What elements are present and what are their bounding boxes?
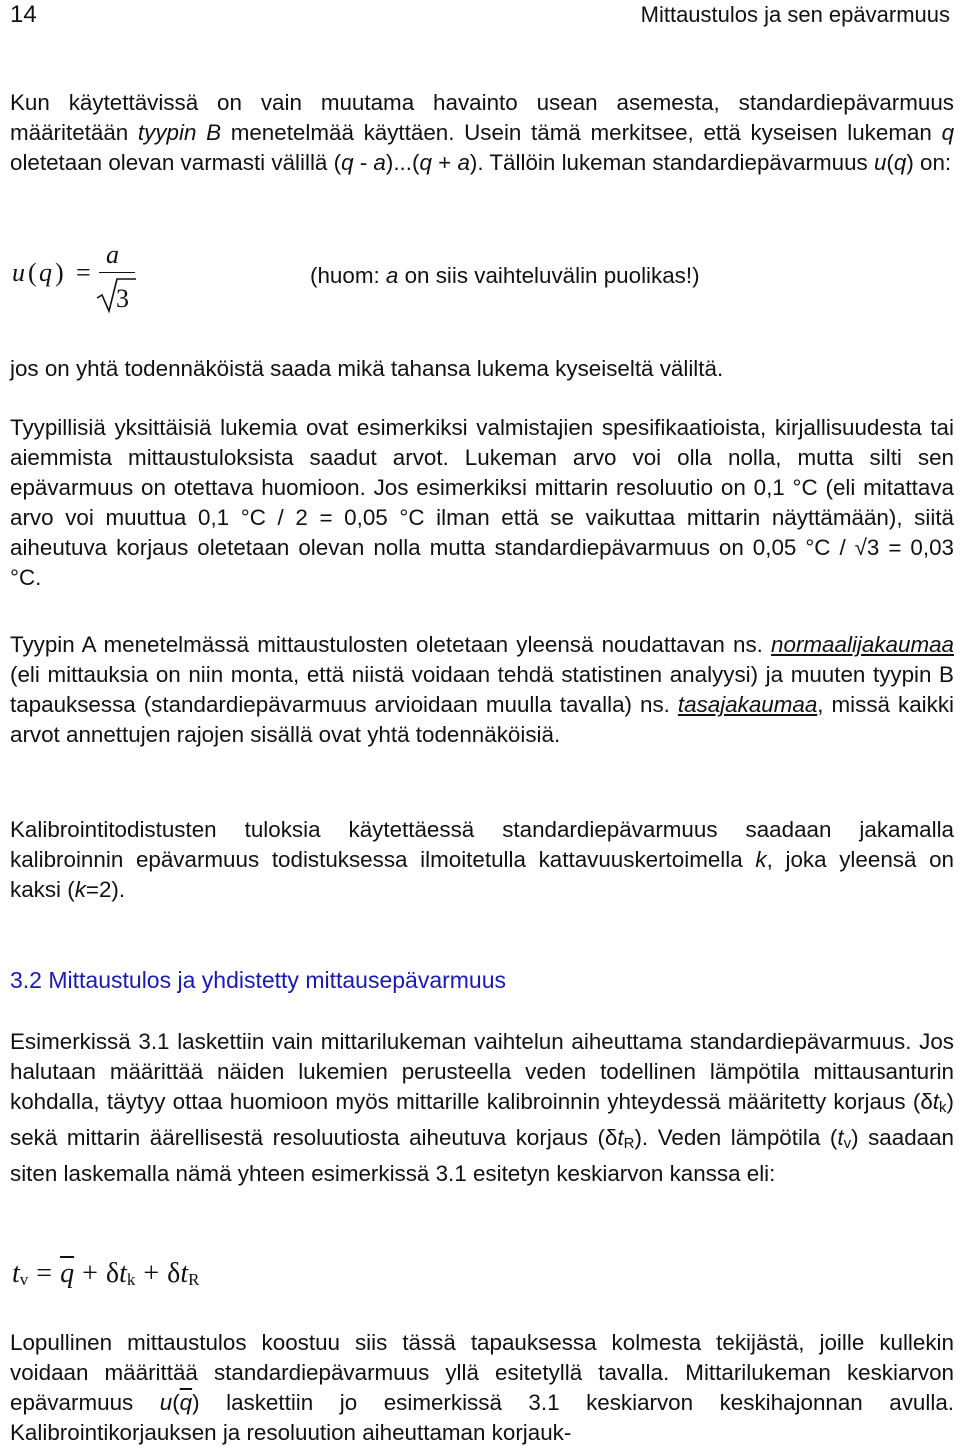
text: Lopullinen mittaustulos koostuu siis tässä tapauksessa kolmesta tekijästä, joille kullekin voidaan määrittää standardiepävarmuus yllä esitetyllä tavalla. Mittarilukeman keskiarvon epävarmuus bbox=[10, 1330, 954, 1415]
text: Kun käytettävissä on vain muutama havainto usean asemesta, standardiepävarmuus määritetään bbox=[10, 90, 954, 145]
text: (eli mittauksia on niin monta, että niistä voidaan tehdä statistinen analyysi) ja muuten tyypin B tapauksessa (standardiepävarmuus arvioidaan muulla tavalla) ns. bbox=[10, 662, 954, 717]
paragraph-final-result bbox=[10, 1328, 954, 1448]
section-heading bbox=[10, 965, 506, 995]
var-k: k bbox=[755, 847, 767, 872]
eq-u: u bbox=[12, 258, 25, 287]
var-u: u bbox=[159, 1390, 173, 1415]
eq-delta: δ bbox=[105, 1258, 120, 1289]
section-number: 3.2 bbox=[10, 967, 42, 993]
subscript: R bbox=[623, 1135, 635, 1152]
eq-sub-R: R bbox=[188, 1270, 200, 1289]
eq-paren-open: ( bbox=[28, 258, 37, 287]
var-q-mean: $\overline{q}$ bbox=[179, 1390, 193, 1415]
paragraph-calibration bbox=[10, 815, 954, 905]
text: (huom: bbox=[310, 263, 386, 288]
text: on siis vaihteluvälin puolikas!) bbox=[398, 263, 700, 288]
running-header: Mittaustulos ja sen epävarmuus bbox=[640, 2, 950, 27]
subscript: v bbox=[843, 1135, 852, 1152]
var-k: k bbox=[74, 877, 86, 902]
eq-t: t bbox=[119, 1258, 127, 1289]
var-q: q bbox=[341, 150, 354, 175]
term-normal-distribution: normaalijakaumaa bbox=[771, 632, 954, 657]
eq-plus: + bbox=[143, 1258, 160, 1289]
text: ( bbox=[172, 1390, 180, 1415]
eq-radicand: 3 bbox=[116, 284, 129, 313]
var-a: a bbox=[385, 263, 399, 288]
text: ). Veden lämpötila ( bbox=[634, 1125, 838, 1150]
eq-equals: = bbox=[76, 258, 91, 287]
var-q: q bbox=[893, 150, 907, 175]
eq-q-mean: $\overline{q}$ bbox=[60, 1258, 75, 1289]
text: oletetaan olevan varmasti välillä ( bbox=[10, 150, 342, 175]
subscript: k bbox=[939, 1099, 947, 1116]
text: =2). bbox=[85, 877, 126, 902]
eq-note bbox=[310, 263, 700, 289]
paragraph-typical-readings: Tyypillisiä yksittäisiä lukemia ovat esimerkiksi valmistajien spesifikaatioista, kirjallisuudesta tai aiemmista mittaustuloksista saadut arvot. Lukeman arvo voi olla nolla, mutta silti sen epävarmuus on otettava huomioon. Jos esimerkiksi mittarin resoluutio on 0,1 °C (eli mitattava arvo voi muuttua 0,1 °C / 2 = 0,05 °C ilman että se vaikuttaa mittarin näyttämään), siitä aiheutuva korjaus oletetaan olevan nolla mutta standardiepävarmuus on 0,05 °C / √3 = 0,03 °C. bbox=[10, 415, 954, 590]
equation-water-temperature bbox=[12, 1258, 199, 1290]
section-title: Mittaustulos ja yhdistetty mittausepävarmuus bbox=[48, 967, 507, 993]
text: )...( bbox=[385, 150, 420, 175]
text: ) bbox=[192, 1390, 200, 1415]
page-number: 14 bbox=[10, 1, 37, 28]
var-q: q bbox=[941, 120, 955, 145]
eq-numerator: a bbox=[106, 240, 119, 269]
paragraph-distributions bbox=[10, 630, 954, 750]
eq-sub-v: v bbox=[19, 1270, 29, 1289]
text: laskettiin jo esimerkissä 3.1 keskiarvon keskihajonnan avulla. Kalibrointikorjauksen ja resoluution aiheuttaman korjauk- bbox=[10, 1390, 955, 1445]
text: , missä kaikki arvot annettujen rajojen sisällä ovat yhtä todennäköisiä. bbox=[10, 692, 954, 747]
var-t: t bbox=[617, 1125, 624, 1150]
text: Kalibrointitodistusten tuloksia käytettäessä standardiepävarmuus saadaan jakamalla kalibroinnin epävarmuus todistuksessa ilmoitetulla kattavuuskertoimella bbox=[10, 817, 954, 872]
paragraph-combined bbox=[10, 1027, 954, 1189]
fraction-bar bbox=[99, 272, 135, 273]
var-a: a bbox=[457, 150, 470, 175]
term-uniform-distribution: tasajakaumaa bbox=[677, 692, 818, 717]
text-italic: tyypin B bbox=[137, 120, 222, 145]
text: ) on: bbox=[906, 150, 952, 175]
text: ) saadaan siten laskemalla nämä yhteen esimerkissä 3.1 esitetyn keskiarvon kanssa eli: bbox=[10, 1125, 955, 1186]
text: + bbox=[431, 150, 458, 175]
eq-sub-k: k bbox=[126, 1270, 136, 1289]
var-q: q bbox=[419, 150, 432, 175]
var-t: t bbox=[837, 1125, 844, 1150]
text: - bbox=[353, 150, 374, 175]
var-u: u bbox=[873, 150, 887, 175]
paragraph-type-b bbox=[10, 88, 954, 178]
text: ). Tällöin lukeman standardiepävarmuus bbox=[469, 150, 874, 175]
paragraph-probability: jos on yhtä todennäköistä saada mikä tahansa lukema kyseiseltä väliltä. bbox=[10, 356, 724, 381]
text: , joka yleensä on kaksi ( bbox=[10, 847, 954, 902]
text: Tyypin A menetelmässä mittaustulosten oletetaan yleensä noudattavan ns. bbox=[10, 632, 772, 657]
eq-plus: + bbox=[82, 1258, 98, 1289]
eq-t: t bbox=[180, 1258, 189, 1289]
var-t: t bbox=[932, 1089, 940, 1114]
text: ) sekä mittarin äärellisestä resoluutiosta aiheutuva korjaus (δ bbox=[10, 1089, 954, 1150]
eq-paren-close: ) bbox=[55, 258, 64, 287]
eq-q: q bbox=[39, 258, 52, 287]
eq-t: t bbox=[12, 1258, 20, 1289]
eq-delta: δ bbox=[167, 1258, 181, 1289]
var-a: a bbox=[373, 150, 386, 175]
eq-equals: = bbox=[36, 1258, 53, 1289]
text: ( bbox=[886, 150, 894, 175]
text: Esimerkissä 3.1 laskettiin vain mittarilukeman vaihtelun aiheuttama standardiepävarmuus. Jos halutaan määrittää näiden lukemien perusteella veden todellinen lämpötila mittausanturin kohdalla, täytyy ottaa huomioon myös mittarille kalibroinnin yhteydessä määritetty korjaus (δ bbox=[10, 1029, 954, 1114]
text: menetelmää käyttäen. Usein tämä merkitsee, että kyseisen lukeman bbox=[221, 120, 942, 145]
